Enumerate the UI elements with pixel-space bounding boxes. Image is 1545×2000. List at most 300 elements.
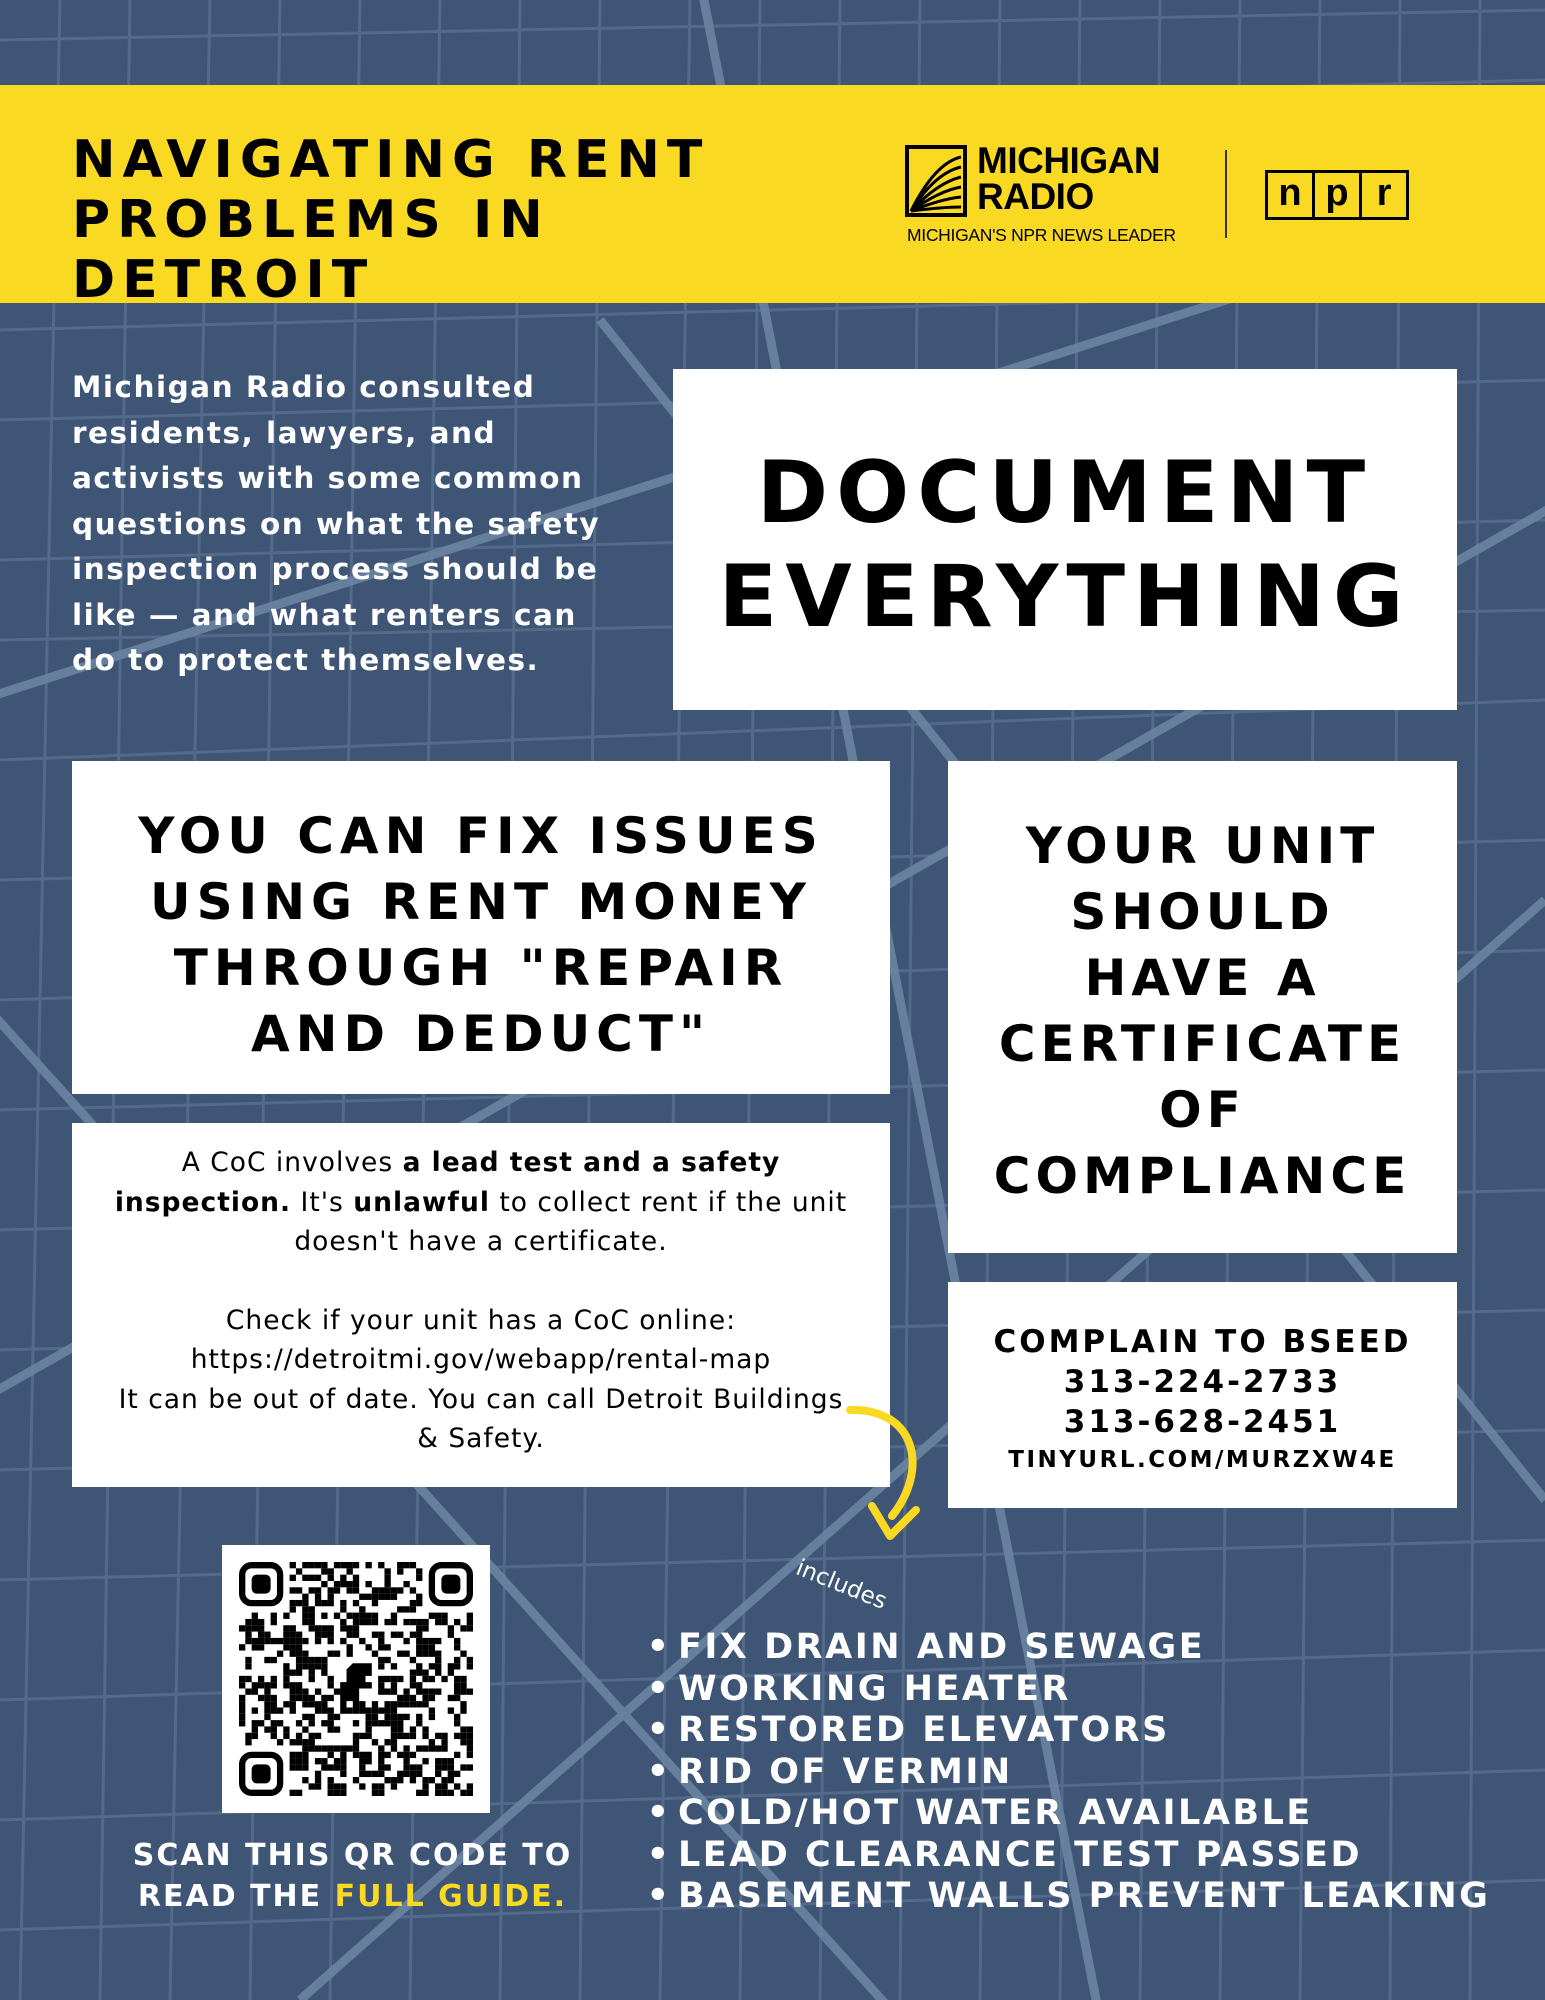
qr-module — [441, 1739, 447, 1745]
qr-module — [384, 1619, 390, 1625]
qr-module — [283, 1726, 289, 1732]
qr-module — [467, 1752, 473, 1758]
qr-module — [315, 1771, 321, 1777]
qr-module — [283, 1701, 289, 1707]
qr-module — [283, 1676, 289, 1682]
repair-heading-line: YOU CAN FIX ISSUES — [138, 807, 824, 865]
qr-module — [397, 1568, 403, 1574]
qr-module — [328, 1651, 334, 1657]
qr-module — [429, 1695, 435, 1701]
qr-module — [264, 1714, 270, 1720]
qr-module — [378, 1657, 384, 1663]
qr-module — [271, 1657, 277, 1663]
qr-module — [239, 1714, 245, 1720]
qr-module — [397, 1752, 403, 1758]
qr-module — [309, 1720, 315, 1726]
qr-module — [252, 1625, 258, 1631]
qr-module — [416, 1663, 422, 1669]
qr-module — [321, 1613, 327, 1619]
list-item: • COLD/HOT WATER AVAILABLE — [640, 1793, 1490, 1835]
certificate-heading — [948, 813, 1457, 1209]
qr-module — [353, 1575, 359, 1581]
qr-module — [441, 1758, 447, 1764]
qr-module — [328, 1752, 334, 1758]
qr-module — [309, 1625, 315, 1631]
qr-module — [391, 1682, 397, 1688]
qr-module — [448, 1695, 454, 1701]
qr-module — [422, 1783, 428, 1789]
qr-module — [340, 1619, 346, 1625]
qr-module — [302, 1764, 308, 1770]
list-item: • BASEMENT WALLS PREVENT LEAKING — [640, 1876, 1490, 1918]
qr-module — [239, 1682, 245, 1688]
qr-module — [403, 1764, 409, 1770]
qr-module — [283, 1644, 289, 1650]
qr-module — [460, 1733, 466, 1739]
qr-module — [467, 1764, 473, 1770]
qr-module — [391, 1594, 397, 1600]
qr-module — [397, 1701, 403, 1707]
qr-module — [302, 1613, 308, 1619]
qr-module — [410, 1562, 416, 1568]
qr-module — [372, 1790, 378, 1796]
qr-module — [290, 1764, 296, 1770]
qr-module — [296, 1568, 302, 1574]
qr-module — [365, 1752, 371, 1758]
qr-module — [454, 1663, 460, 1669]
qr-module — [328, 1594, 334, 1600]
qr-module — [290, 1752, 296, 1758]
qr-module — [283, 1613, 289, 1619]
repair-and-deduct-heading — [72, 803, 890, 1067]
qr-module — [391, 1676, 397, 1682]
header-banner — [0, 85, 1545, 310]
qr-module — [264, 1695, 270, 1701]
bseed-link[interactable]: TINYURL.COM/MURZXW4E — [1008, 1447, 1397, 1473]
qr-module — [416, 1764, 422, 1770]
qr-module — [454, 1688, 460, 1694]
qr-module — [296, 1638, 302, 1644]
qr-module — [283, 1638, 289, 1644]
qr-module — [315, 1745, 321, 1751]
qr-module — [378, 1663, 384, 1669]
qr-module — [359, 1638, 365, 1644]
coc-out-of-date-text: It can be out of date. You can call Detroit Buildings & Safety. — [118, 1383, 844, 1454]
qr-module — [422, 1733, 428, 1739]
qr-module — [378, 1752, 384, 1758]
qr-module — [397, 1676, 403, 1682]
qr-module — [384, 1739, 390, 1745]
qr-module — [454, 1720, 460, 1726]
qr-module — [328, 1707, 334, 1713]
qr-module — [454, 1714, 460, 1720]
qr-module — [391, 1688, 397, 1694]
qr-module — [239, 1720, 245, 1726]
qr-module — [454, 1733, 460, 1739]
qr-module — [429, 1739, 435, 1745]
qr-module — [258, 1682, 264, 1688]
qr-module — [365, 1714, 371, 1720]
qr-module — [239, 1676, 245, 1682]
certificate-of-compliance-card — [948, 761, 1457, 1253]
qr-module — [378, 1764, 384, 1770]
qr-module — [416, 1651, 422, 1657]
bseed-complaint-card — [948, 1282, 1457, 1508]
qr-module — [391, 1714, 397, 1720]
qr-module — [321, 1695, 327, 1701]
qr-module — [416, 1619, 422, 1625]
qr-module — [372, 1613, 378, 1619]
qr-module — [296, 1695, 302, 1701]
qr-module — [403, 1752, 409, 1758]
qr-finder-inner — [441, 1575, 460, 1594]
qr-module — [302, 1758, 308, 1764]
qr-module — [422, 1651, 428, 1657]
qr-module — [384, 1575, 390, 1581]
qr-module — [416, 1701, 422, 1707]
qr-module — [372, 1632, 378, 1638]
qr-module — [410, 1600, 416, 1606]
qr-module — [372, 1783, 378, 1789]
qr-module — [460, 1764, 466, 1770]
qr-module — [467, 1745, 473, 1751]
qr-module — [271, 1726, 277, 1732]
qr-module — [302, 1745, 308, 1751]
qr-module — [397, 1726, 403, 1732]
qr-module — [277, 1720, 283, 1726]
coc-text: to collect rent if the unit doesn't have a certificate. — [294, 1186, 848, 1257]
qr-module — [296, 1670, 302, 1676]
qr-module — [422, 1726, 428, 1732]
qr-module — [372, 1600, 378, 1606]
qr-module — [365, 1733, 371, 1739]
qr-module — [403, 1714, 409, 1720]
qr-module — [365, 1707, 371, 1713]
qr-module — [296, 1758, 302, 1764]
qr-module — [378, 1638, 384, 1644]
repair-heading-line: USING RENT MONEY — [150, 873, 812, 931]
qr-module — [384, 1587, 390, 1593]
qr-module — [441, 1764, 447, 1770]
qr-module — [347, 1568, 353, 1574]
qr-module — [334, 1764, 340, 1770]
brand-name-line-1: MICHIGAN — [977, 140, 1161, 181]
rental-map-url[interactable]: https://detroitmi.gov/webapp/rental-map — [190, 1344, 772, 1375]
qr-module — [353, 1600, 359, 1606]
qr-module — [296, 1657, 302, 1663]
qr-module — [391, 1777, 397, 1783]
qr-module — [403, 1701, 409, 1707]
bseed-info — [948, 1322, 1457, 1478]
qr-module — [315, 1733, 321, 1739]
certificate-heading-line: CERTIFICATE — [998, 1015, 1407, 1073]
qr-module — [435, 1619, 441, 1625]
qr-module — [454, 1783, 460, 1789]
qr-module — [391, 1613, 397, 1619]
qr-module — [403, 1771, 409, 1777]
qr-module — [245, 1638, 251, 1644]
qr-module — [397, 1777, 403, 1783]
qr-module — [378, 1707, 384, 1713]
coc-check-text: Check if your unit has a CoC online: — [225, 1304, 737, 1336]
qr-module — [302, 1657, 308, 1663]
qr-module — [378, 1790, 384, 1796]
qr-module — [422, 1670, 428, 1676]
qr-module — [321, 1600, 327, 1606]
qr-module — [397, 1587, 403, 1593]
qr-module — [347, 1562, 353, 1568]
qr-module — [340, 1562, 346, 1568]
qr-module — [454, 1638, 460, 1644]
qr-module — [353, 1739, 359, 1745]
qr-module — [391, 1720, 397, 1726]
qr-module — [410, 1606, 416, 1612]
document-heading-line-1: DOCUMENT — [756, 443, 1374, 543]
qr-module — [353, 1752, 359, 1758]
qr-module — [384, 1688, 390, 1694]
qr-module — [328, 1676, 334, 1682]
list-item: • RID OF VERMIN — [640, 1752, 1490, 1794]
qr-module — [296, 1733, 302, 1739]
qr-module — [353, 1733, 359, 1739]
qr-module — [252, 1726, 258, 1732]
qr-module — [245, 1619, 251, 1625]
qr-module — [359, 1594, 365, 1600]
qr-module — [435, 1790, 441, 1796]
qr-module — [359, 1606, 365, 1612]
qr-module — [340, 1783, 346, 1789]
qr-module — [416, 1568, 422, 1574]
qr-module — [359, 1764, 365, 1770]
qr-module — [315, 1594, 321, 1600]
qr-module — [245, 1688, 251, 1694]
qr-module — [321, 1701, 327, 1707]
qr-module — [359, 1771, 365, 1777]
qr-module — [372, 1771, 378, 1777]
repair-and-deduct-card — [72, 761, 890, 1094]
qr-module — [290, 1758, 296, 1764]
qr-module — [391, 1632, 397, 1638]
qr-module — [391, 1783, 397, 1789]
qr-module — [340, 1600, 346, 1606]
qr-module — [296, 1644, 302, 1650]
qr-module — [403, 1651, 409, 1657]
qr-module — [347, 1632, 353, 1638]
qr-module — [302, 1739, 308, 1745]
qr-module — [384, 1594, 390, 1600]
qr-module — [252, 1613, 258, 1619]
qr-module — [309, 1733, 315, 1739]
qr-module — [309, 1676, 315, 1682]
qr-module — [328, 1587, 334, 1593]
qr-module — [441, 1783, 447, 1789]
qr-module — [365, 1726, 371, 1732]
document-everything-heading — [673, 441, 1457, 649]
qr-module — [429, 1676, 435, 1682]
qr-module — [391, 1619, 397, 1625]
qr-module — [365, 1758, 371, 1764]
qr-finder-inner — [252, 1575, 271, 1594]
qr-module — [416, 1670, 422, 1676]
qr-module — [290, 1695, 296, 1701]
qr-module — [448, 1632, 454, 1638]
qr-module — [378, 1720, 384, 1726]
qr-module — [365, 1594, 371, 1600]
qr-module — [309, 1739, 315, 1745]
qr-module — [359, 1701, 365, 1707]
qr-module — [365, 1562, 371, 1568]
brand-name-line-2: RADIO — [977, 176, 1094, 217]
qr-code[interactable] — [222, 1545, 490, 1813]
qr-module — [422, 1688, 428, 1694]
qr-module — [353, 1707, 359, 1713]
qr-module — [271, 1695, 277, 1701]
qr-module — [391, 1663, 397, 1669]
qr-module — [422, 1745, 428, 1751]
qr-module — [328, 1625, 334, 1631]
qr-module — [467, 1733, 473, 1739]
qr-module — [264, 1632, 270, 1638]
bseed-phone-2[interactable]: 313-628-2451 — [1063, 1404, 1342, 1440]
qr-module — [290, 1739, 296, 1745]
curved-arrow-icon — [840, 1398, 940, 1548]
qr-module — [271, 1613, 277, 1619]
qr-module — [359, 1758, 365, 1764]
qr-module — [410, 1587, 416, 1593]
qr-module — [334, 1613, 340, 1619]
qr-module — [302, 1638, 308, 1644]
qr-module — [448, 1764, 454, 1770]
qr-module — [422, 1790, 428, 1796]
qr-module — [290, 1701, 296, 1707]
qr-module — [334, 1587, 340, 1593]
qr-module — [391, 1587, 397, 1593]
qr-module — [277, 1638, 283, 1644]
qr-module — [397, 1632, 403, 1638]
qr-module — [264, 1688, 270, 1694]
qr-module — [315, 1707, 321, 1713]
qr-module — [403, 1619, 409, 1625]
qr-module — [416, 1575, 422, 1581]
qr-module — [309, 1587, 315, 1593]
coc-text: It's — [291, 1186, 354, 1218]
coc-info-card — [72, 1123, 890, 1487]
qr-module — [302, 1562, 308, 1568]
qr-module — [290, 1790, 296, 1796]
scan-qr-caption — [110, 1835, 595, 1917]
qr-module — [264, 1701, 270, 1707]
brand-name — [977, 140, 1161, 217]
qr-module — [353, 1581, 359, 1587]
qr-module — [302, 1688, 308, 1694]
qr-module — [296, 1587, 302, 1593]
qr-module — [328, 1726, 334, 1732]
qr-module — [277, 1651, 283, 1657]
qr-module — [397, 1733, 403, 1739]
qr-module — [410, 1777, 416, 1783]
qr-module — [271, 1682, 277, 1688]
qr-module — [277, 1739, 283, 1745]
qr-module — [416, 1720, 422, 1726]
qr-module — [309, 1745, 315, 1751]
qr-module — [328, 1764, 334, 1770]
qr-module — [384, 1764, 390, 1770]
qr-module — [321, 1670, 327, 1676]
qr-module — [315, 1688, 321, 1694]
qr-module — [296, 1739, 302, 1745]
qr-module — [403, 1638, 409, 1644]
qr-module — [347, 1745, 353, 1751]
qr-module — [290, 1638, 296, 1644]
qr-module — [448, 1771, 454, 1777]
qr-module — [309, 1619, 315, 1625]
qr-module — [441, 1619, 447, 1625]
qr-module — [422, 1638, 428, 1644]
qr-module — [460, 1739, 466, 1745]
qr-module — [258, 1638, 264, 1644]
qr-module — [429, 1714, 435, 1720]
qr-module — [290, 1587, 296, 1593]
qr-module — [378, 1594, 384, 1600]
qr-module — [283, 1733, 289, 1739]
qr-module — [422, 1701, 428, 1707]
qr-module — [340, 1638, 346, 1644]
qr-module — [441, 1790, 447, 1796]
document-heading-line-2: EVERYTHING — [718, 547, 1412, 647]
qr-module — [422, 1676, 428, 1682]
qr-module — [239, 1644, 245, 1650]
qr-module — [321, 1764, 327, 1770]
qr-module — [422, 1758, 428, 1764]
qr-module — [334, 1581, 340, 1587]
qr-module — [239, 1625, 245, 1631]
qr-module — [258, 1676, 264, 1682]
qr-module — [271, 1638, 277, 1644]
bseed-phone-1[interactable]: 313-224-2733 — [1063, 1364, 1342, 1400]
npr-letter-r: r — [1359, 170, 1409, 220]
scan-caption-line-2 — [110, 1876, 595, 1917]
qr-module — [435, 1651, 441, 1657]
qr-module — [290, 1682, 296, 1688]
qr-module — [245, 1739, 251, 1745]
qr-module — [460, 1701, 466, 1707]
qr-module — [290, 1688, 296, 1694]
qr-module — [359, 1613, 365, 1619]
qr-module — [245, 1625, 251, 1631]
qr-module — [290, 1632, 296, 1638]
qr-module — [296, 1790, 302, 1796]
qr-module — [340, 1625, 346, 1631]
qr-module — [422, 1695, 428, 1701]
qr-module — [353, 1562, 359, 1568]
qr-module — [290, 1707, 296, 1713]
qr-module — [302, 1695, 308, 1701]
qr-module — [321, 1632, 327, 1638]
qr-module — [302, 1663, 308, 1669]
qr-module — [416, 1682, 422, 1688]
qr-module — [302, 1701, 308, 1707]
qr-module — [391, 1745, 397, 1751]
qr-module — [309, 1606, 315, 1612]
qr-module — [264, 1638, 270, 1644]
coc-text-bold: a lead test and a safety inspection. — [114, 1147, 781, 1218]
qr-module — [372, 1619, 378, 1625]
qr-module — [315, 1562, 321, 1568]
qr-module — [435, 1745, 441, 1751]
qr-module — [384, 1657, 390, 1663]
qr-module — [340, 1581, 346, 1587]
qr-module — [372, 1651, 378, 1657]
